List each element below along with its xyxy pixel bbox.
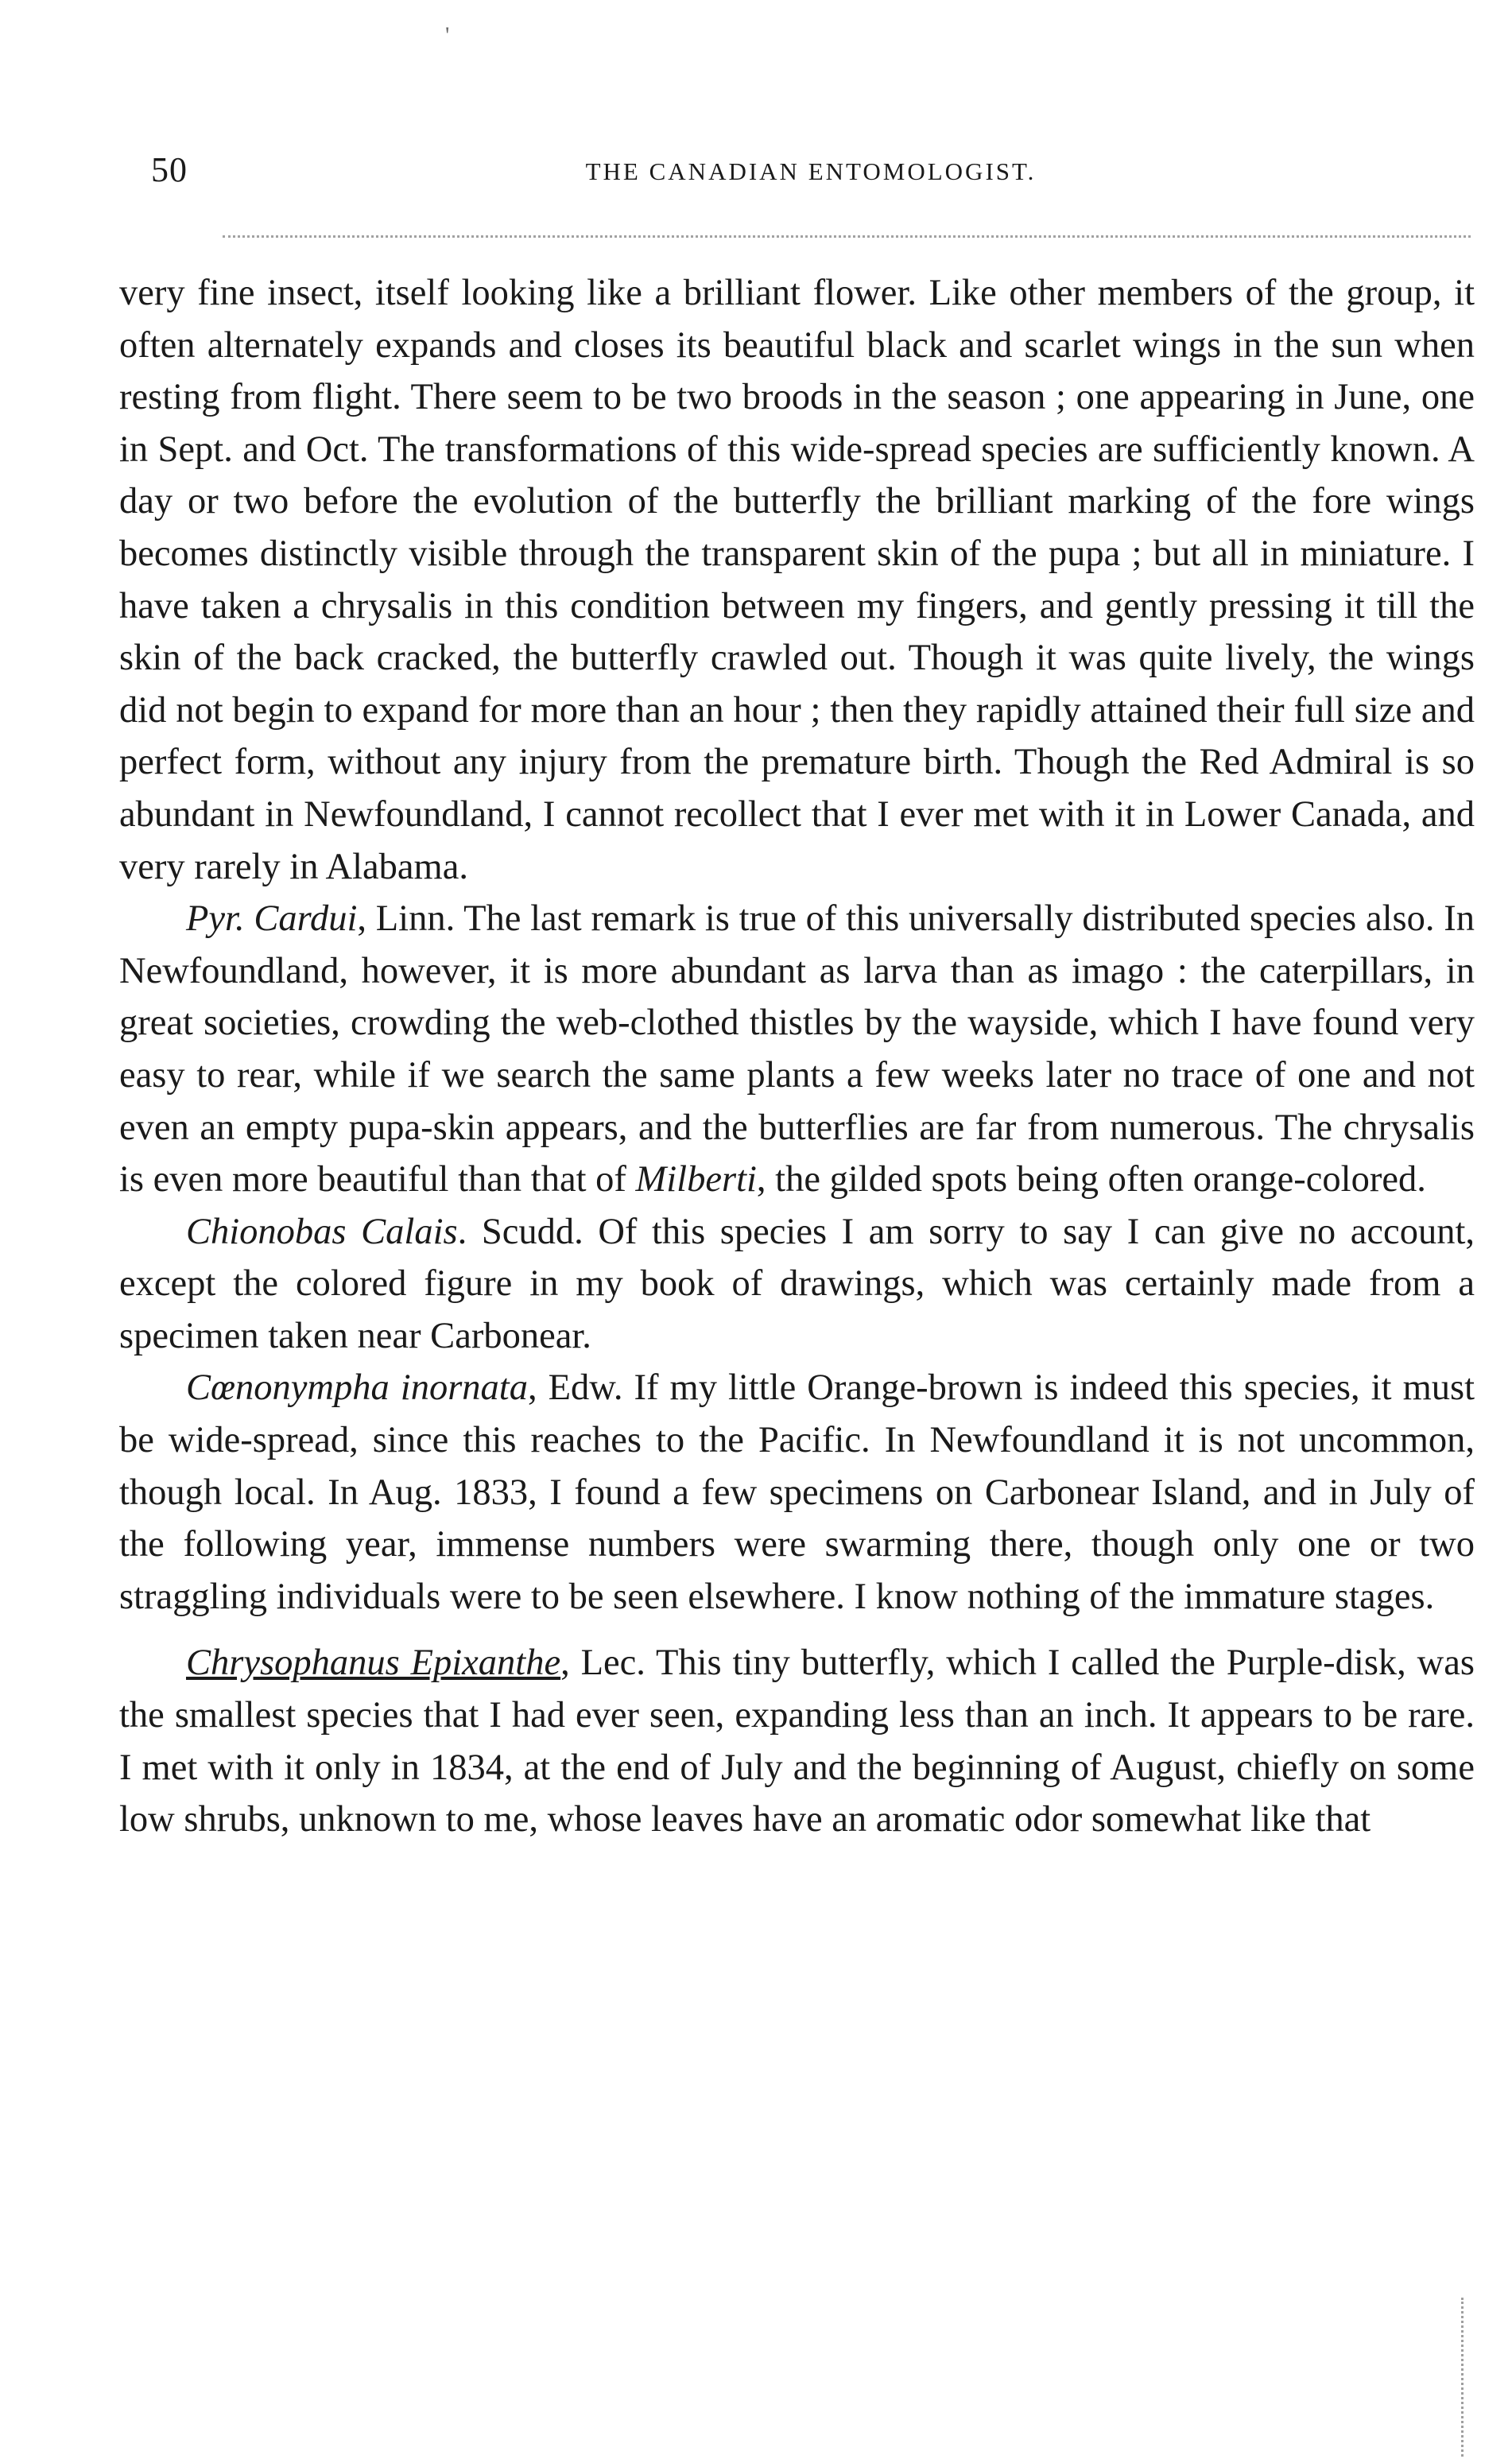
paragraph-4-text: , Edw. If my little Orange-brown is indeed this species, it must be wide-spread, since this reaches to the Pacific. In Newfoundland it is not uncommon, though local. In Aug. 1833, I found a few specimens on Carbonear Island, and in July of the following year, immense numbers were swarming there, though only one or two straggling individuals were to be seen elsewhere. I know nothing of the immature stages. [119, 1367, 1475, 1617]
paragraph-5-text: , Lec. This tiny butterfly, which I called the Purple-disk, was the smallest species that I had ever seen, expanding less than an inch. It appears to be rare. I met with it only in 1834, at the end of July and the beginning of August, chiefly on some low shrubs, unknown to me, whose leaves have an aromatic odor somewhat like that [119, 1643, 1475, 1840]
paragraph-1: very fine insect, itself looking like a brilliant flower. Like other members of the group, it often alternately expands and closes its beautiful black and scarlet wings in the sun when resting from flight. There seem to be two broods in the season ; one appearing in June, one in Sept. and Oct. The transformations of this wide-spread species are sufficiently known. A day or two before the evolution of the butterfly the brilliant marking of the fore wings becomes distinctly visible through the transparent skin of the pupa ; but all in miniature. I have taken a chrysalis in this condition between my fingers, and gently pressing it till the skin of the back cracked, the butterfly crawled out. Though it was quite lively, the wings did not begin to expand for more than an hour ; then they rapidly attained their full size and perfect form, without any injury from the premature birth. Though the Red Admiral is so abundant in Newfoundland, I cannot recollect that I ever met with it in Lower Canada, and very rarely in Alabama. [119, 273, 1475, 887]
species-name: Chionobas Calais [186, 1211, 458, 1252]
paragraph-2-text: , Linn. The last remark is true of this universally distributed species also. In Newfoundland, however, it is more abundant as larva than as imago : the caterpillars, in great societies, crowding the web-clothed thistles by the wayside, which I have found very easy to rear, while if we search the same plants a few weeks later no trace of one and not even an empty pupa-skin appears, and the butterflies are far from numerous. The chrysalis is even more beautiful than that of [119, 898, 1475, 1200]
species-reference: Milberti [635, 1159, 757, 1200]
running-title: THE CANADIAN ENTOMOLOGIST. [585, 157, 1037, 185]
species-name: Cœnonympha inornata [186, 1367, 528, 1409]
paragraph-4 [119, 1362, 1475, 1623]
page-header [151, 149, 1471, 205]
paragraph-3-text: . Scudd. Of this species I am sorry to say I can give no account, except the colored figure in my book of drawings, which was certainly made from a specimen taken near Carbonear. [119, 1211, 1475, 1356]
header-rule [223, 235, 1471, 238]
paragraph-2-tail: , the gilded spots being often orange-colored. [756, 1159, 1426, 1200]
scan-speck: ' [445, 22, 450, 48]
body-text [119, 267, 1475, 1846]
paragraph-2 [119, 893, 1475, 1206]
paragraph-5 [119, 1637, 1475, 1845]
page-number: 50 [151, 150, 188, 189]
species-name: Chrysophanus Epixanthe [186, 1643, 561, 1684]
paragraph-3 [119, 1206, 1475, 1363]
species-name: Pyr. Cardui [186, 898, 358, 940]
scan-edge-marks [1461, 2298, 1468, 2457]
